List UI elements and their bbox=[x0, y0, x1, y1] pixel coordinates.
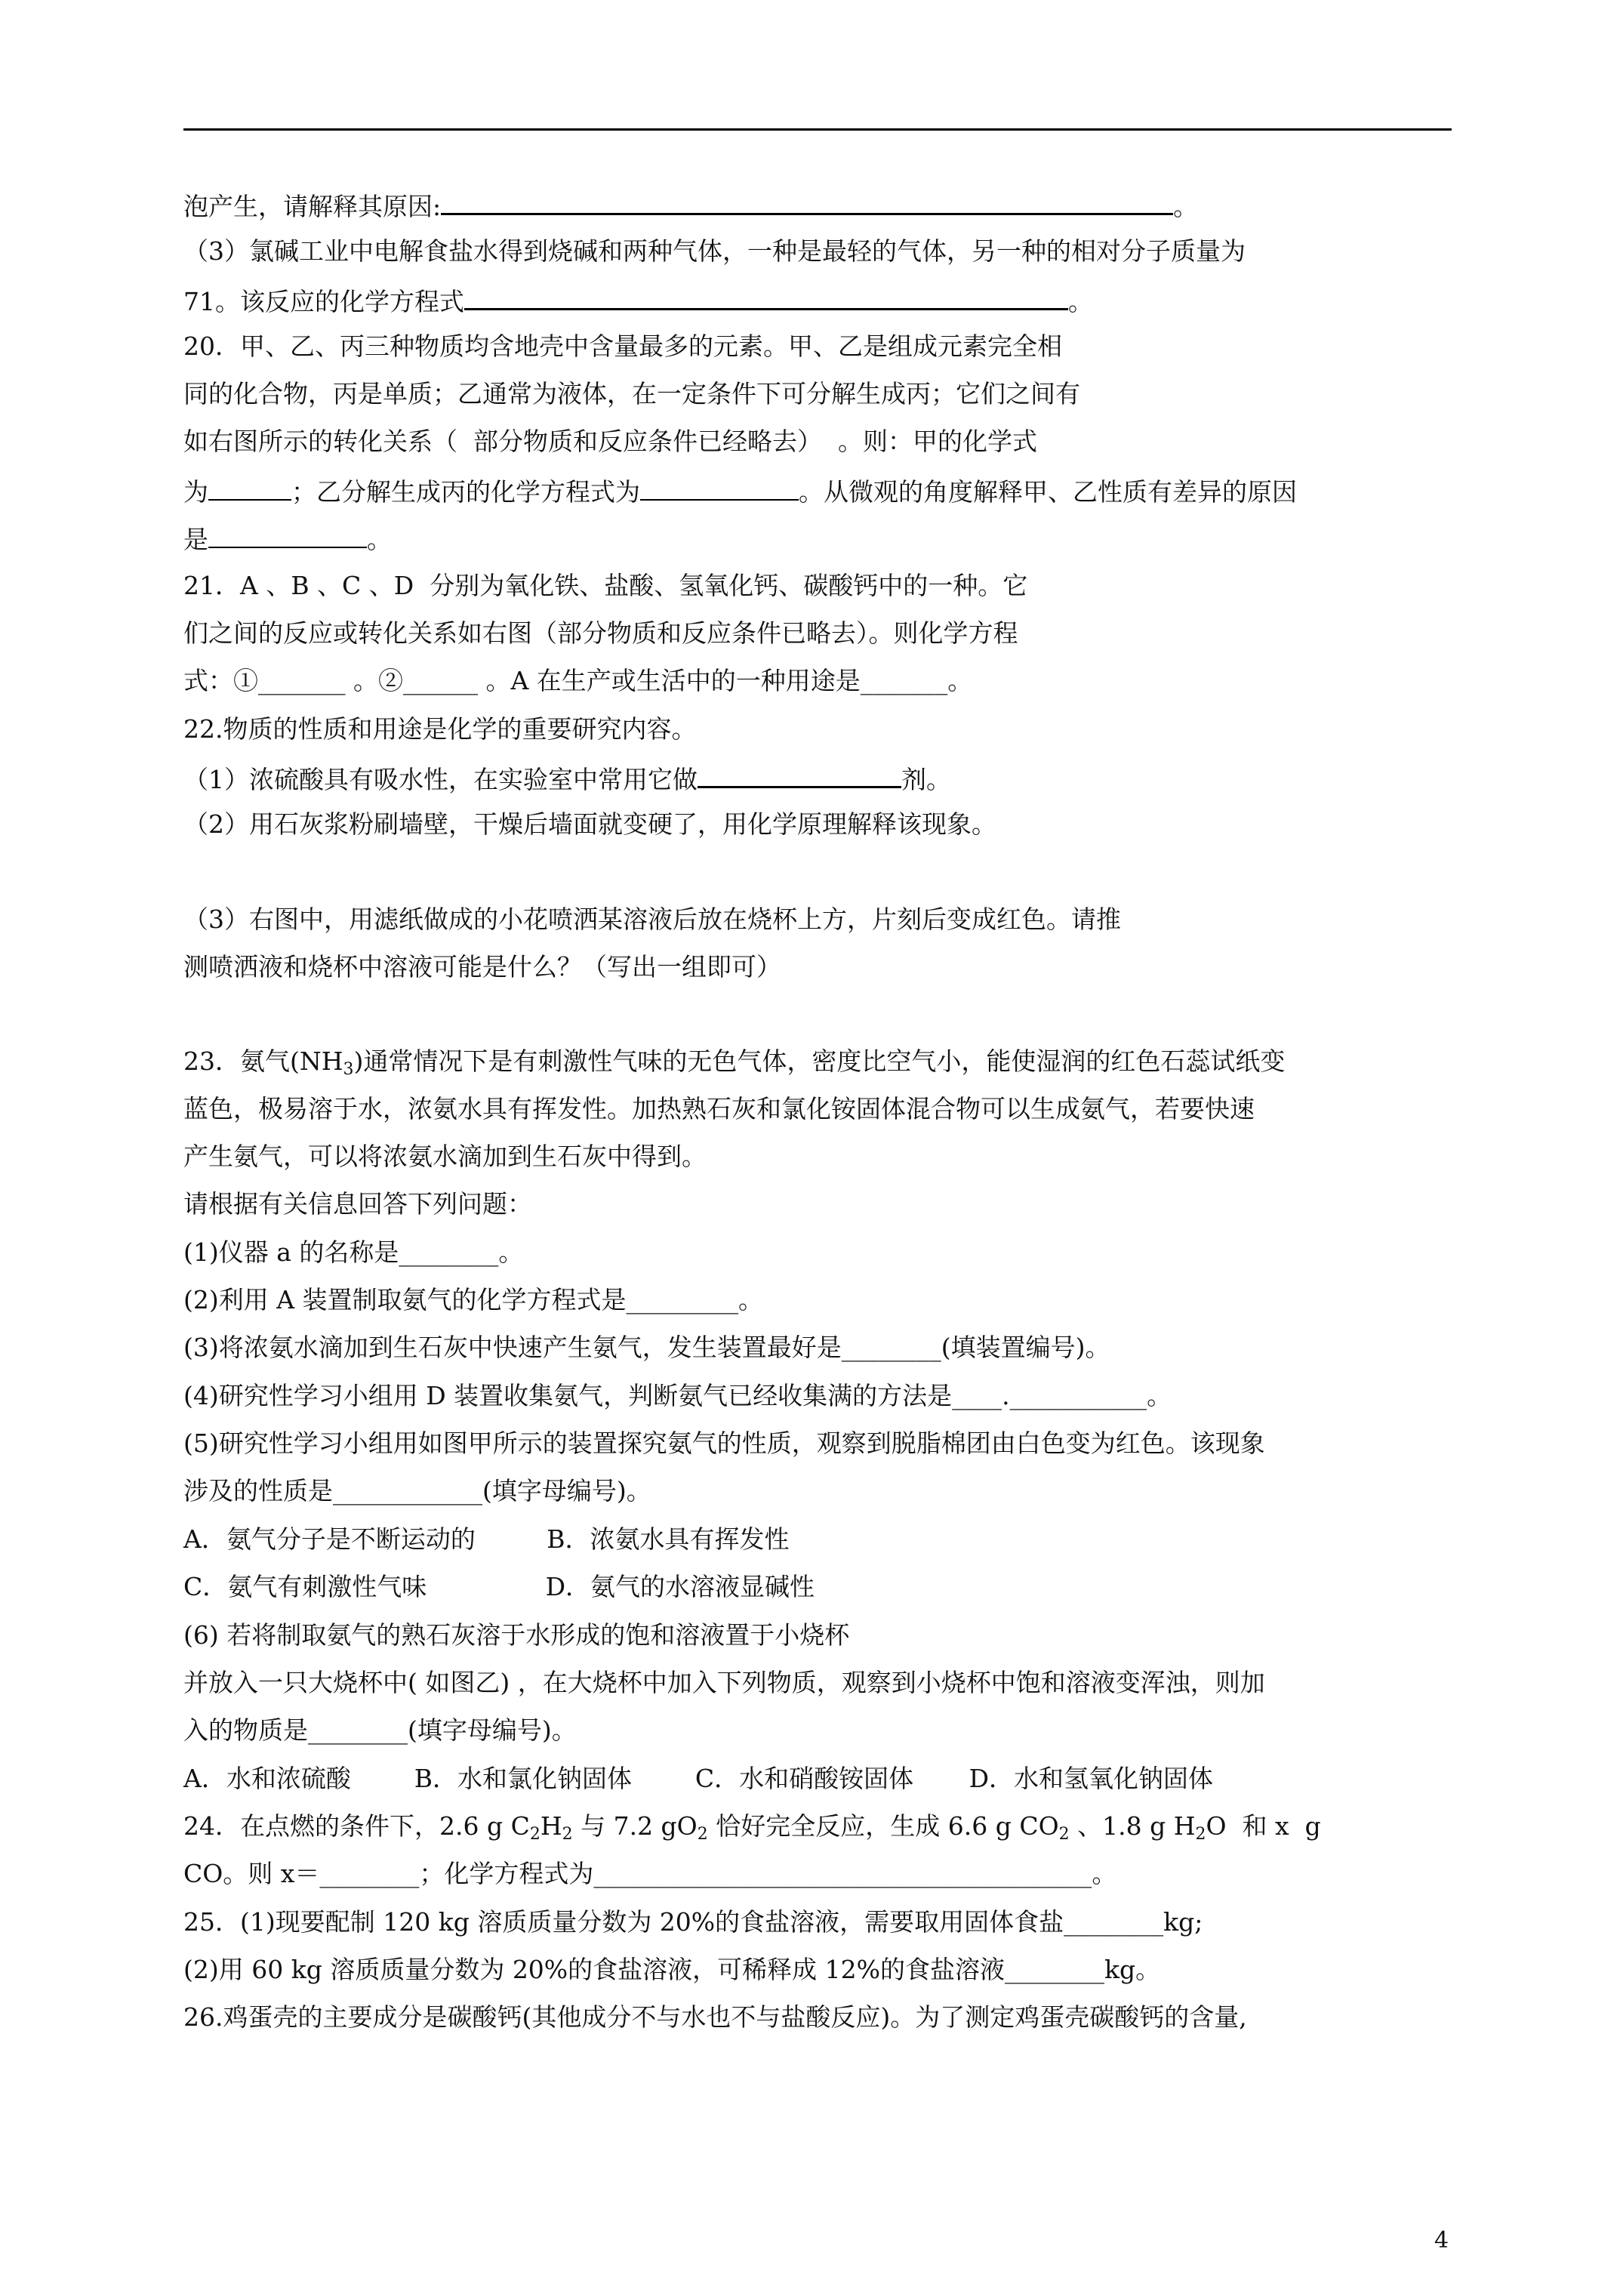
line-17: 23．氨气$(NH_3)$通常情况下是有刺激性气味的无色气体，密度比空气小，能使湿润的红色石蕊试纸变 bbox=[183, 1046, 1286, 1079]
line-1: 泡产生，请解释其原因: 。 bbox=[183, 187, 1198, 223]
header-rule bbox=[183, 128, 1452, 131]
line-11: 式：①_______ 。②______ 。A 在生产或生活中的一种用途是_______。 bbox=[183, 666, 973, 695]
line-13: （1）浓硫酸具有吸水性，在实验室中常用它做 剂。 bbox=[183, 760, 951, 797]
line-26: 涉及的性质是____________(填字母编号)。 bbox=[183, 1476, 651, 1505]
answer-blank bbox=[640, 473, 799, 501]
answer-blank bbox=[208, 521, 367, 548]
line-21: (1)仪器 a 的名称是________。 bbox=[183, 1237, 524, 1267]
line-4: 20．甲、乙、丙三种物质均含地壳中含量最多的元素。甲、乙是组成元素完全相 bbox=[183, 331, 1062, 361]
line-2: （3）氯碱工业中电解食盐水得到烧碱和两种气体，一种是最轻的气体，另一种的相对分子质量为 bbox=[183, 236, 1246, 266]
line-20: 请根据有关信息回答下列问题： bbox=[183, 1189, 532, 1219]
line-18: 蓝色，极易溶于水，浓氨水具有挥发性。加热熟石灰和氯化铵固体混合物可以生成氨气，若要快速 bbox=[183, 1094, 1255, 1123]
option-line-c-d: C．氨气有刺激性气味 D．氨气的水溶液显碱性 bbox=[183, 1572, 815, 1601]
line-7: 为 ；乙分解生成丙的化学方程式为 。从微观的角度解释甲、乙性质有差异的原因 bbox=[183, 473, 1297, 509]
line-10: 们之间的反应或转化关系如右图（部分物质和反应条件已略去）。则化学方程 bbox=[183, 618, 1018, 648]
line-35: 25．(1)现要配制 120 kg 溶质质量分数为 20%的食盐溶液，需要取用固体食盐________kg; bbox=[183, 1907, 1203, 1937]
line-30: 并放入一只大烧杯中( 如图乙) ，在大烧杯中加入下列物质，观察到小烧杯中饱和溶液变浑浊，则加 bbox=[183, 1668, 1265, 1697]
line-8: 是 。 bbox=[183, 521, 392, 556]
line-23: (3)将浓氨水滴加到生石灰中快速产生氨气，发生装置最好是________(填装置编号)。 bbox=[183, 1333, 1110, 1362]
option-line-abcd: A．水和浓硫酸 B．水和氯化钠固体 C．水和硝酸铵固体 D．水和氢氧化钠固体 bbox=[183, 1764, 1214, 1793]
option-line-a-b: A．氨气分子是不断运动的 B．浓氨水具有挥发性 bbox=[183, 1524, 790, 1554]
line-22: (2)利用 A 装置制取氨气的化学方程式是_________。 bbox=[183, 1285, 764, 1314]
line-19: 产生氨气，可以将浓氨水滴加到生石灰中得到。 bbox=[183, 1142, 707, 1171]
answer-blank bbox=[464, 282, 1068, 310]
answer-blank bbox=[208, 473, 291, 501]
line-15: （3）右图中，用滤纸做成的小花喷洒某溶液后放在烧杯上方，片刻后变成红色。请推 bbox=[183, 905, 1121, 934]
line-16: 测喷洒液和烧杯中溶液可能是什么？（写出一组即可） bbox=[183, 952, 781, 982]
line-37: 26.鸡蛋壳的主要成分是碳酸钙(其他成分不与水也不与盐酸反应)。为了测定鸡蛋壳碳酸钙的含量, bbox=[183, 2002, 1247, 2032]
answer-blank bbox=[698, 760, 901, 788]
line-3: 71。该反应的化学方程式 。 bbox=[183, 282, 1093, 319]
page-number: 4 bbox=[1434, 2227, 1449, 2254]
answer-blank bbox=[441, 187, 1173, 215]
line-9: 21．A 、B 、C 、D 分别为氧化铁、盐酸、氢氧化钙、碳酸钙中的一种。它 bbox=[183, 571, 1028, 600]
line-24: (4)研究性学习小组用 D 装置收集氨气，判断氨气已经收集满的方法是____.___________。 bbox=[183, 1381, 1172, 1410]
line-12: 22.物质的性质和用途是化学的重要研究内容。 bbox=[183, 714, 697, 744]
line-33: 24．在点燃的条件下，2.6 g $C_2H_2$ 与 7.2 $gO_2$ 恰好完全反应，生成 6.6 g $CO_2$ 、1.8 g $H_2O$ 和 x g bbox=[183, 1811, 1321, 1844]
line-29: (6) 若将制取氨气的熟石灰溶于水形成的饱和溶液置于小烧杯 bbox=[183, 1620, 850, 1650]
line-14: （2）用石灰浆粉刷墙壁，干燥后墙面就变硬了，用化学原理解释该现象。 bbox=[183, 809, 996, 839]
line-36: (2)用 60 kg 溶质质量分数为 20%的食盐溶液，可稀释成 12%的食盐溶液________kg。 bbox=[183, 1955, 1161, 1984]
line-25: (5)研究性学习小组用如图甲所示的装置探究氨气的性质，观察到脱脂棉团由白色变为红色。该现象 bbox=[183, 1428, 1265, 1458]
line-5: 同的化合物，丙是单质；乙通常为液体，在一定条件下可分解生成丙；它们之间有 bbox=[183, 379, 1080, 408]
line-34: CO。则 x＝________；化学方程式为________________________________________。 bbox=[183, 1859, 1117, 1888]
line-6: 如右图所示的转化关系（ 部分物质和反应条件已经略去） 。则：甲的化学式 bbox=[183, 427, 1037, 456]
line-31: 入的物质是________(填字母编号)。 bbox=[183, 1715, 577, 1745]
